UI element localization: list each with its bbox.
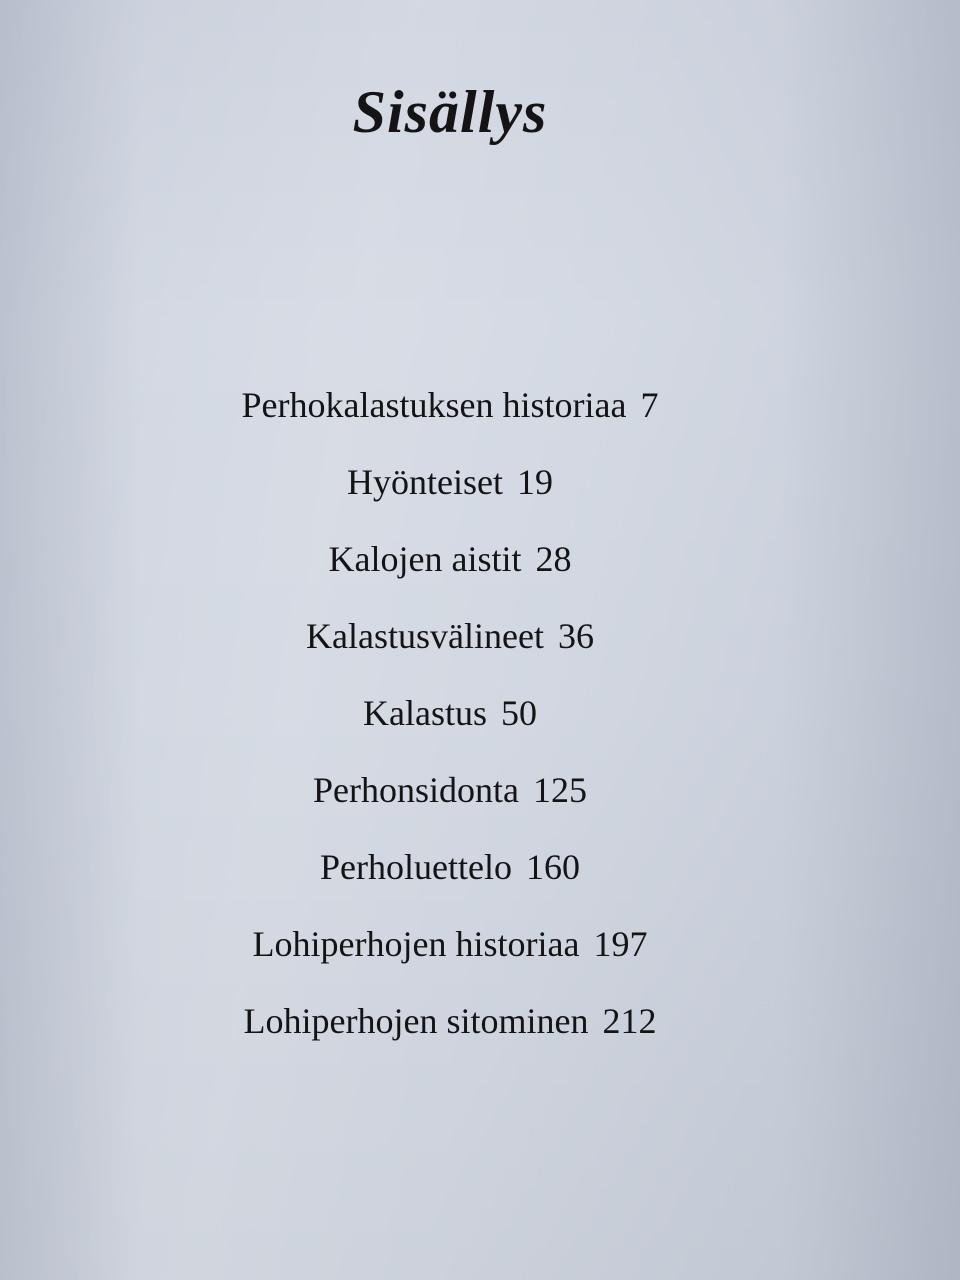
toc-entry-label: Lohiperhojen sitominen bbox=[243, 1001, 589, 1041]
toc-entry bbox=[0, 606, 900, 683]
toc-entry bbox=[0, 683, 900, 760]
toc-entry-label: Hyönteiset bbox=[347, 462, 503, 502]
toc-entry-page: 28 bbox=[535, 539, 572, 579]
table-of-contents bbox=[0, 375, 900, 1068]
toc-entry-page: 50 bbox=[500, 693, 537, 733]
toc-entry bbox=[0, 837, 900, 914]
toc-entry bbox=[0, 991, 900, 1068]
page-title: Sisällys bbox=[352, 79, 548, 146]
toc-entry-label: Perhonsidonta bbox=[313, 770, 519, 810]
toc-entry-label: Kalojen aistit bbox=[328, 539, 522, 579]
toc-entry bbox=[0, 914, 900, 991]
toc-entry-label: Perholuettelo bbox=[320, 847, 512, 887]
toc-entry-label: Perhokalastuksen historiaa bbox=[241, 385, 627, 425]
toc-entry-page: 19 bbox=[516, 462, 553, 502]
toc-entry-label: Kalastusvälineet bbox=[306, 616, 544, 656]
toc-entry-page: 125 bbox=[532, 770, 587, 810]
toc-entry bbox=[0, 760, 900, 837]
toc-entry-label: Kalastus bbox=[363, 693, 487, 733]
toc-entry-page: 7 bbox=[640, 385, 659, 425]
toc-entry bbox=[0, 375, 900, 452]
toc-entry-label: Lohiperhojen historiaa bbox=[252, 924, 580, 964]
toc-entry-page: 212 bbox=[602, 1001, 657, 1041]
toc-entry-page: 197 bbox=[593, 924, 648, 964]
toc-entry-page: 36 bbox=[557, 616, 594, 656]
toc-entry-page: 160 bbox=[525, 847, 580, 887]
toc-entry bbox=[0, 529, 900, 606]
toc-entry bbox=[0, 452, 900, 529]
